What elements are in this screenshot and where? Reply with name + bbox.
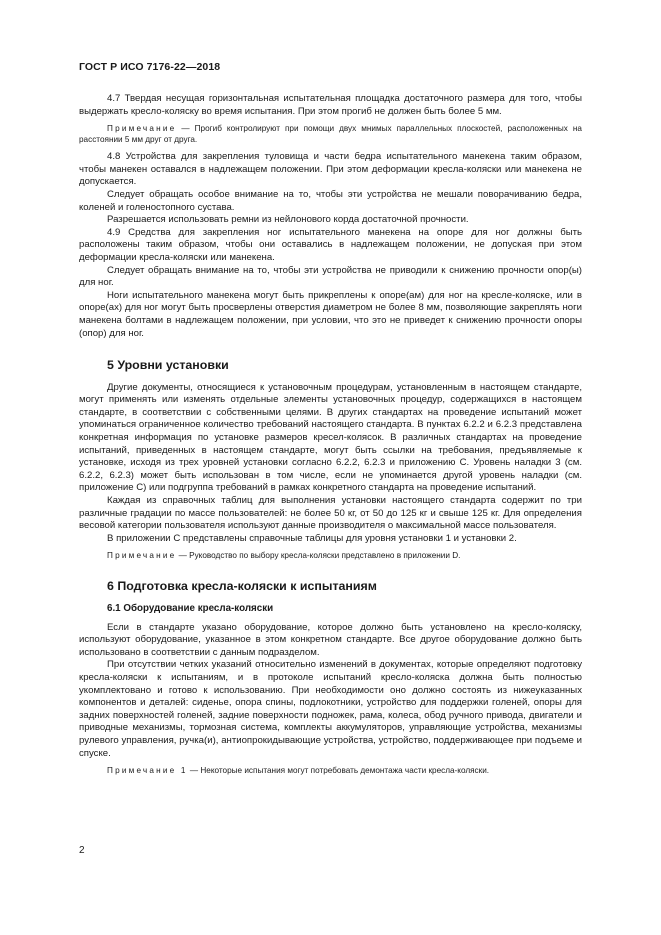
note-section-5: [79, 550, 582, 561]
subsection-6-1-title: 6.1 Оборудование кресла-коляски: [107, 603, 274, 614]
note-text: — Некоторые испытания могут потребовать демонтажа части кресла-коляски.: [187, 766, 490, 776]
subsection-6-1-paragraph-1: Если в стандарте указано оборудование, которое должно быть установлено на кресло-коляску, используют оборудование, указанное в этом конкретном стандарте. Все другое оборудование должно быть использовано в соответствии с данным подразделом.: [79, 621, 582, 658]
note-label: Примечание: [107, 124, 177, 134]
document-body: [79, 93, 582, 782]
note-text: — Прогиб контролируют при помощи двух мнимых параллельных плоскостей, расположенных на расстоянии 5 мм друг от друга.: [79, 124, 582, 145]
document-header: ГОСТ Р ИСО 7176-22—2018: [79, 61, 221, 73]
section-5-paragraph-1: Другие документы, относящиеся к установочным процедурам, установленным в настоящем стандарте, могут применять или изменять отдельные элементы установочных процедур, содержащихся в настоящем стандарте, в соответствии с собственными целями. В других стандартах на проведение испытаний может упоминаться ограниченное количество требований настоящего стандарта. В пунктах 6.2.2 и 6.2.3 представлена конкретная информация по установке размеров кресел-колясок. В различных стандартах на проведение испытаний, приведенных в настоящем стандарте, могут быть ссылки на требования, предъявляемые к установке, исходя из трех уровней установки согласно 6.2.2, 6.2.3 и приложению C. Уровень наладки 3 (см. 6.2.2, 6.2.3) может быть использован в том числе, если не упоминается другой уровень наладки (см. приложение C) или подгруппа требований в рамках конкретного стандарта на проведение испытаний.: [79, 381, 582, 494]
note-6-1: [79, 765, 582, 776]
clause-4-8-paragraph-2: Следует обращать особое внимание на то, чтобы эти устройства не мешали поворачиванию бедра, коленей и голеностопного сустава.: [79, 188, 582, 213]
note-label: Примечание 1: [107, 766, 188, 776]
subsection-6-1-paragraph-2: При отсутствии четких указаний относительно изменений в документах, которые определяют подготовку кресла-коляски к испытаниям, и в протоколе испытаний кресло-коляска должна быть полностью укомплектовано и готово к использованию. При необходимости оно должно состоять из нижеуказанных компонентов и деталей: сиденье, опора спины, подлокотники, устройство для поддержки голеней, опоры для задних поверхностей голеней, задние поверхности подножек, рама, колеса, обод ручного привода, двигатели и приводные механизмы, тормозная система, комплекты аккумуляторов, управляющие устройства, механизмы рулевого управления, ручка(и), антиопрокидывающие устройства, устройство, поддерживающее при подъеме и спуске.: [79, 659, 582, 759]
clause-4-9-paragraph-2: Следует обращать внимание на то, чтобы эти устройства не приводили к снижению прочности опор(ы) для ног.: [79, 264, 582, 289]
page-number: 2: [79, 845, 85, 856]
clause-4-9-paragraph-3: Ноги испытательного манекена могут быть прикреплены к опоре(ам) для ног на кресле-коляске, или в опоре(ах) для ног могут быть просверлены отверстия диаметром не более 8 мм, позволяющие закреплять ноги манекена болтами в надлежащем положении, при условии, что это не приведет к снижению прочности опоры (опор) для ног.: [79, 289, 582, 339]
clause-4-8-paragraph-3: Разрешается использовать ремни из нейлонового корда достаточной прочности.: [107, 214, 469, 226]
clause-4-8: 4.8 Устройства для закрепления туловища и части бедра испытательного манекена таким образом, чтобы манекен оставался в надлежащем положении. При этом деформации кресла-коляски или манекена не допускается.: [79, 151, 582, 188]
note-4-7: [79, 123, 582, 145]
section-5-paragraph-3: В приложении C представлены справочные таблицы для уровня установки 1 и установки 2.: [107, 532, 517, 544]
clause-4-9: 4.9 Средства для закрепления ног испытательного манекена на опоре для ног должны быть расположены таким образом, чтобы они оставались в надлежащем положении, не допуская при этом деформации кресла-коляски или манекена.: [79, 226, 582, 263]
note-label: Примечание: [107, 551, 177, 561]
section-5-paragraph-2: Каждая из справочных таблиц для выполнения установки настоящего стандарта содержит по три различные градации по массе пользователей: не более 50 кг, от 50 до 125 кг и свыше 125 кг. Для определения весовой категории пользователя используют данные производителя о максимальной массе пользователя.: [79, 495, 582, 532]
note-text: — Руководство по выбору кресла-коляски представлено в приложении D.: [176, 551, 461, 561]
section-5-title: 5 Уровни установки: [107, 358, 229, 373]
clause-4-7: 4.7 Твердая несущая горизонтальная испытательная площадка достаточного размера для того, чтобы выдержать кресло-коляску во время испытания. При этом прогиб не должен быть более 5 мм.: [79, 93, 582, 117]
section-6-title: 6 Подготовка кресла-коляски к испытаниям: [107, 579, 377, 594]
